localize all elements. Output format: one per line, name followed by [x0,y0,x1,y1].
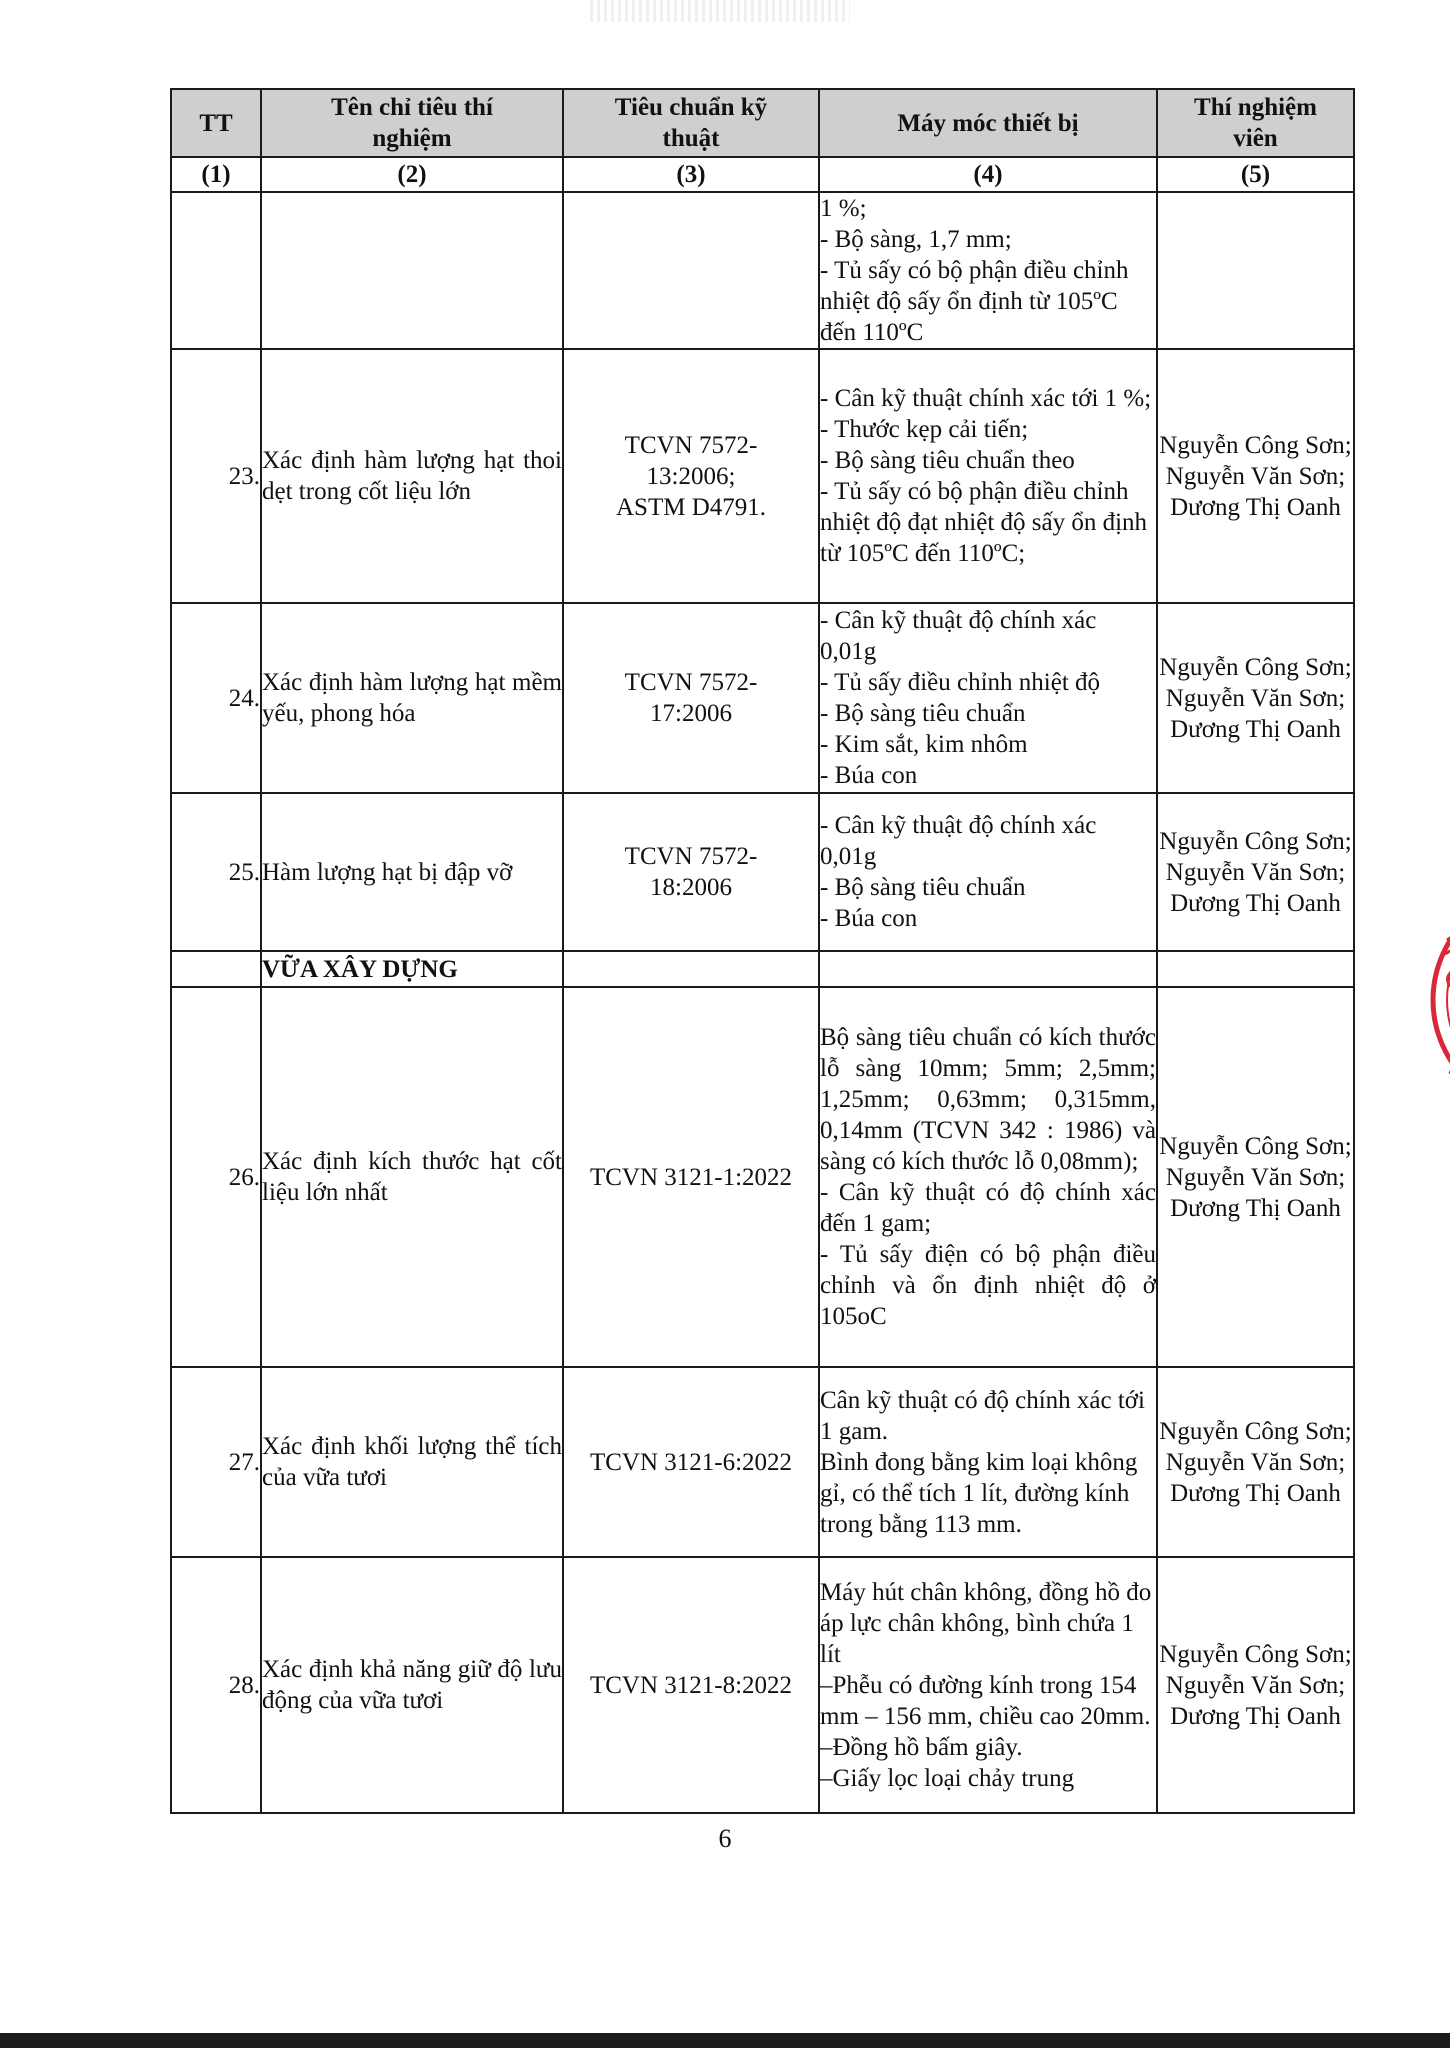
equipment-cell [819,1367,1157,1557]
row-number: 25. [171,793,261,951]
scan-artifact [590,0,850,22]
equipment-line: Cân kỹ thuật có độ chính xác tới 1 gam. [820,1386,1145,1445]
standard-line: 17:2006 [650,700,732,727]
row-number: 23. [171,349,261,603]
col-number: (2) [261,157,563,192]
equipment-line: - Tủ sấy điều chỉnh nhiệt độ [820,669,1101,696]
test-name: Xác định hàm lượng hạt mềm yếu, phong hóa [261,603,563,793]
table-header-row [171,89,1354,157]
equipment-cell [819,603,1157,793]
table-row [171,603,1354,793]
section-title: VỮA XÂY DỰNG [261,951,563,987]
standard-cell [563,349,819,603]
col-number: (5) [1157,157,1354,192]
header-equipment: Máy móc thiết bị [819,89,1157,157]
standard-line: TCVN 7572- [624,431,758,459]
row-number: 24. [171,603,261,793]
equipment-line: - Cân kỹ thuật chính xác tới 1 %; [820,385,1152,412]
equipment-line: –Phễu có đường kính trong 154 mm – 156 mm, chiều cao 20mm. [820,1671,1151,1730]
technician-cell: Nguyễn Công Sơn; Nguyễn Văn Sơn; Dương Thị Oanh [1157,1557,1354,1813]
equipment-line: - Thước kẹp cải tiến; [820,416,1029,443]
section-row [171,951,1354,987]
standard-cell [563,1367,819,1557]
equipment-line: - Kim sắt, kim nhôm [820,731,1028,758]
equipment-line: –Giấy lọc loại chảy trung [820,1764,1075,1792]
technician-cell: Nguyễn Công Sơn; Nguyễn Văn Sơn; Dương Thị Oanh [1157,987,1354,1367]
test-name: Xác định khả năng giữ độ lưu động của vữa tươi [261,1557,563,1813]
header-standard: Tiêu chuẩn kỹ thuật [563,89,819,157]
equipment-cell [819,192,1157,349]
page-number: 6 [718,1824,732,1853]
header-tt: TT [171,89,261,157]
header-test-name: Tên chỉ tiêu thí nghiệm [261,89,563,157]
equipment-cell [819,349,1157,603]
column-number-row [171,157,1354,192]
col-number: (3) [563,157,819,192]
row-number: 27. [171,1367,261,1557]
equipment-line: Bình đong bằng kim loại không gỉ, có thể tích 1 lít, đường kính trong bằng 113 mm. [820,1448,1138,1538]
test-name: Hàm lượng hạt bị đập vỡ [261,793,563,951]
scan-edge [0,2033,1450,2048]
test-name: Xác định hàm lượng hạt thoi dẹt trong cốt liệu lớn [261,349,563,603]
equipment-cell [819,1557,1157,1813]
standard-line: TCVN 3121-6:2022 [589,1448,793,1476]
standard-line: 18:2006 [650,874,732,901]
standard-cell [563,793,819,951]
equipment-line: - Cân kỹ thuật có độ chính xác đến 1 gam; [820,1179,1156,1237]
standard-line: 13:2006; [646,462,736,490]
standard-cell [563,1557,819,1813]
technician-cell: Nguyễn Công Sơn; Nguyễn Văn Sơn; Dương Thị Oanh [1157,1367,1354,1557]
table-row [171,1367,1354,1557]
standard-cell [563,987,819,1367]
equipment-line: - Bộ sàng tiêu chuẩn [820,700,1026,727]
equipment-table [170,88,1355,1814]
standard-line: TCVN 7572- [624,669,758,696]
equipment-line: - Bộ sàng tiêu chuẩn [820,874,1026,901]
standard-line: TCVN 3121-8:2022 [589,1671,793,1699]
equipment-line: - Búa con [820,905,918,932]
equipment-line: - Cân kỹ thuật độ chính xác 0,01g [820,607,1097,665]
equipment-line: - Tủ sấy có bộ phận điều chỉnh nhiệt độ đạt nhiệt độ sấy ổn định từ 105ºC đến 110ºC; [820,478,1148,567]
technician-cell: Nguyễn Công Sơn; Nguyễn Văn Sơn; Dương Thị Oanh [1157,603,1354,793]
table-row [171,987,1354,1367]
standard-line: ASTM D4791. [615,493,766,521]
test-name: Xác định kích thước hạt cốt liệu lớn nhất [261,987,563,1367]
table-row [171,1557,1354,1813]
row-number: 28. [171,1557,261,1813]
equipment-line: - Cân kỹ thuật độ chính xác 0,01g [820,812,1097,870]
table-row [171,793,1354,951]
equipment-line: Bộ sàng tiêu chuẩn có kích thước lỗ sàng 10mm; 5mm; 2,5mm; 1,25mm; 0,63mm; 0,315mm, 0,14mm (TCVN 342 : 1986) và sàng có kích thước lỗ 0,08mm); [820,1024,1156,1175]
table-row [171,349,1354,603]
equipment-line: - Búa con [820,762,918,789]
equipment-line: –Đồng hồ bấm giây. [820,1733,1023,1761]
equipment-cell [819,793,1157,951]
col-number: (1) [171,157,261,192]
table-row [171,192,1354,349]
equipment-cell [819,987,1157,1367]
equipment-line: - Bộ sàng, 1,7 mm; [820,226,1012,253]
standard-line: TCVN 7572- [624,843,758,870]
equipment-line: 1 %; [820,195,867,222]
equipment-line: Máy hút chân không, đồng hồ đo áp lực chân không, bình chứa 1 lít [820,1578,1152,1668]
row-number: 26. [171,987,261,1367]
standard-cell [563,603,819,793]
header-technician: Thí nghiệm viên [1157,89,1354,157]
red-seal-stamp [1395,880,1450,1120]
col-number: (4) [819,157,1157,192]
equipment-line: - Tủ sấy điện có bộ phận điều chỉnh và ổn định nhiệt độ ở 105oC [820,1241,1156,1330]
standard-line: TCVN 3121-1:2022 [589,1163,793,1191]
technician-cell: Nguyễn Công Sơn; Nguyễn Văn Sơn; Dương Thị Oanh [1157,349,1354,603]
equipment-line: - Tủ sấy có bộ phận điều chỉnh nhiệt độ sấy ổn định từ 105ºC đến 110ºC [820,257,1129,346]
equipment-line: - Bộ sàng tiêu chuẩn theo [820,447,1075,474]
test-name: Xác định khối lượng thể tích của vữa tươi [261,1367,563,1557]
technician-cell: Nguyễn Công Sơn; Nguyễn Văn Sơn; Dương Thị Oanh [1157,793,1354,951]
